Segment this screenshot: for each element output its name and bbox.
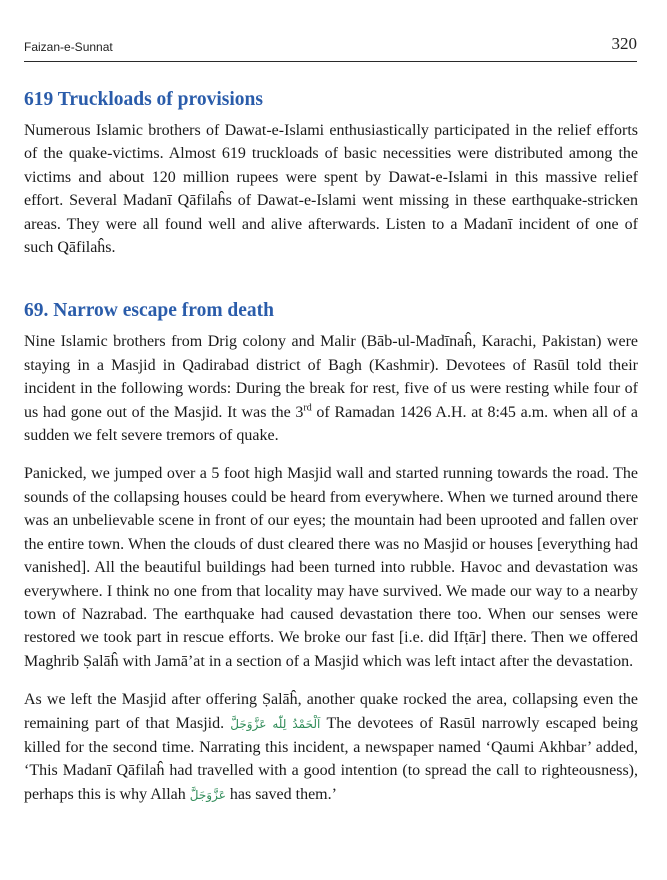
- page-content: [24, 88, 638, 807]
- ordinal-suffix: rd: [303, 402, 312, 414]
- page-header: [24, 34, 637, 62]
- text-run: has saved them.’: [225, 785, 337, 803]
- text-run: of Ramadan 1426 A.H. at 8:45 a.m. when all of a sudden we felt severe tremors of quake.: [24, 403, 639, 445]
- text-run: As we left the Masjid after offering Ṣalāĥ, another quake rocked the area, collapsing even the remaining part of that Masjid.: [24, 691, 638, 732]
- text-run: Nine Islamic brothers from Drig colony and Malir (Bāb-ul-Madīnaĥ, Karachi, Pakistan) were staying in a Masjid in Qadirabad district of Bagh (Kashmir). Devotees of Rasūl told their incident in the following words: During the break for rest, five of us were resting while four of us had gone out of the Masjid. It was the 3: [24, 333, 638, 421]
- paragraph-nine-brothers: [24, 330, 638, 447]
- page-number: 320: [611, 34, 637, 53]
- paragraph-second-quake: [24, 688, 638, 807]
- paragraph-relief-efforts: Numerous Islamic brothers of Dawat-e-Islami enthusiastically participated in the relief efforts of the quake-victims. Almost 619 truckloads of basic necessities were distributed among the victims and about 120 million rupees were spent by Dawat-e-Islami in this massive relief effort. Several Madanī Qāfilaĥs of Dawat-e-Islami went missing in these earthquake-stricken areas. They were all found well and alive afterwards. Listen to a Madanī incident of one of such Qāfilaĥs.: [24, 122, 638, 257]
- section-heading-narrow-escape: 69. Narrow escape from death: [24, 300, 275, 322]
- book-title: Faizan-e-Sunnat: [24, 40, 113, 54]
- arabic-phrase: اَلْحَمْدُ لِلّٰه عَزَّوَجَلَّ: [230, 716, 321, 731]
- paragraph-panicked: Panicked, we jumped over a 5 foot high Masjid wall and started running towards the road. The sounds of the collapsing houses could be heard from everywhere. When we turned around there was an unbelievable scene in front of our eyes; the mountain had been uprooted and fallen over the entire town. When the clouds of dust cleared there was no Masjid or houses [everything had vanished]. All the beautiful buildings had been turned into rubble. Havoc and devastation was everywhere. I think no one from that locality may have survived. We made our way to a nearby town of Nazrabad. The earthquake had caused devastation there too. When our senses were restored we took part in rescue efforts. We broke our fast [i.e. did Ifṭār] there. Then we offered Maghrib Ṣalāĥ with Jamā’at in a section of a Masjid which was left intact after the devastation.: [24, 465, 638, 670]
- text-run: The devotees of Rasūl narrowly escaped being killed for the second time. Narrating this incident, a newspaper named ‘Qaumi Akhbar’ added, ‘This Madanī Qāfilaĥ had travelled with a good intention (to spread the call to righteousness), perhaps this is why Allah: [24, 714, 639, 803]
- section-heading-truckloads: 619 Truckloads of provisions: [24, 89, 263, 110]
- arabic-phrase: عَزَّوَجَلَّ: [189, 787, 226, 802]
